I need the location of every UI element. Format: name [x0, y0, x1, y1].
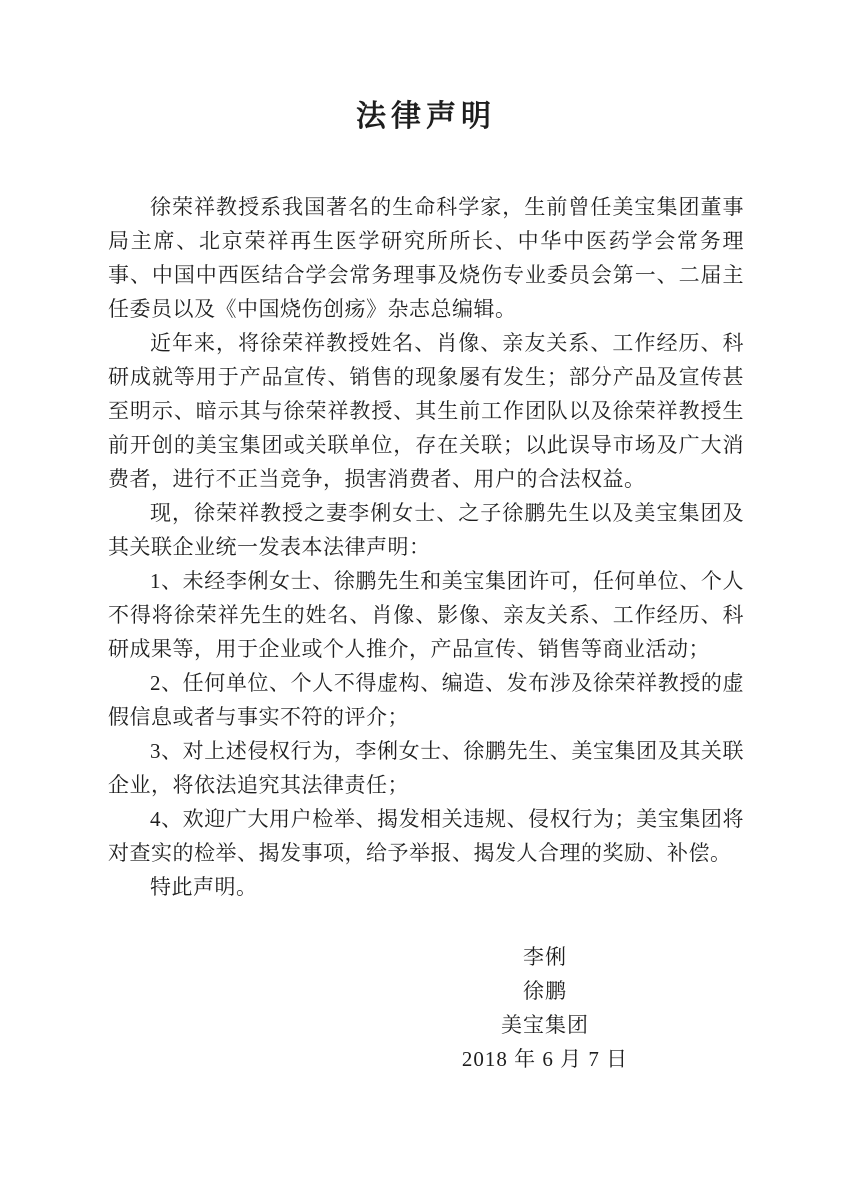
signatory-company: 美宝集团 [501, 1013, 589, 1037]
statement-item-1: 1、未经李俐女士、徐鹏先生和美宝集团许可，任何单位、个人不得将徐荣祥先生的姓名、肖像、影像、亲友关系、工作经历、科研成果等，用于企业或个人推介，产品宣传、销售等商业活动； [108, 569, 744, 661]
background-paragraph: 近年来，将徐荣祥教授姓名、肖像、亲友关系、工作经历、科研成就等用于产品宣传、销售的现象屡有发生；部分产品及宣传甚至明示、暗示其与徐荣祥教授、其生前工作团队以及徐荣祥教授生前开创的美宝集团或关联单位，存在关联；以此误导市场及广大消费者，进行不正当竞争，损害消费者、用户的合法权益。 [108, 331, 744, 491]
statement-item-3: 3、对上述侵权行为，李俐女士、徐鹏先生、美宝集团及其关联企业，将依法追究其法律责任； [108, 739, 744, 797]
document-content [108, 94, 744, 1076]
signature-block [346, 940, 744, 1076]
signatory-name-2: 徐鹏 [523, 979, 567, 1003]
statement-item-4: 4、欢迎广大用户检举、揭发相关违规、侵权行为；美宝集团将对查实的检举、揭发事项，给予举报、揭发人合理的奖励、补偿。 [108, 807, 744, 865]
statement-date: 2018 年 6 月 7 日 [461, 1047, 629, 1071]
intro-paragraph: 徐荣祥教授系我国著名的生命科学家，生前曾任美宝集团董事局主席、北京荣祥再生医学研究所所长、中华中医药学会常务理事、中国中西医结合学会常务理事及烧伤专业委员会第一、二届主任委员以及《中国烧伤创疡》杂志总编辑。 [108, 195, 744, 321]
statement-item-2: 2、任何单位、个人不得虚构、编造、发布涉及徐荣祥教授的虚假信息或者与事实不符的评介； [108, 671, 744, 729]
signatory-name-1: 李俐 [523, 945, 567, 969]
declaration-lead-paragraph: 现，徐荣祥教授之妻李俐女士、之子徐鹏先生以及美宝集团及其关联企业统一发表本法律声明： [108, 501, 744, 559]
document-title: 法律声明 [356, 100, 496, 133]
closing-statement: 特此声明。 [150, 875, 258, 899]
